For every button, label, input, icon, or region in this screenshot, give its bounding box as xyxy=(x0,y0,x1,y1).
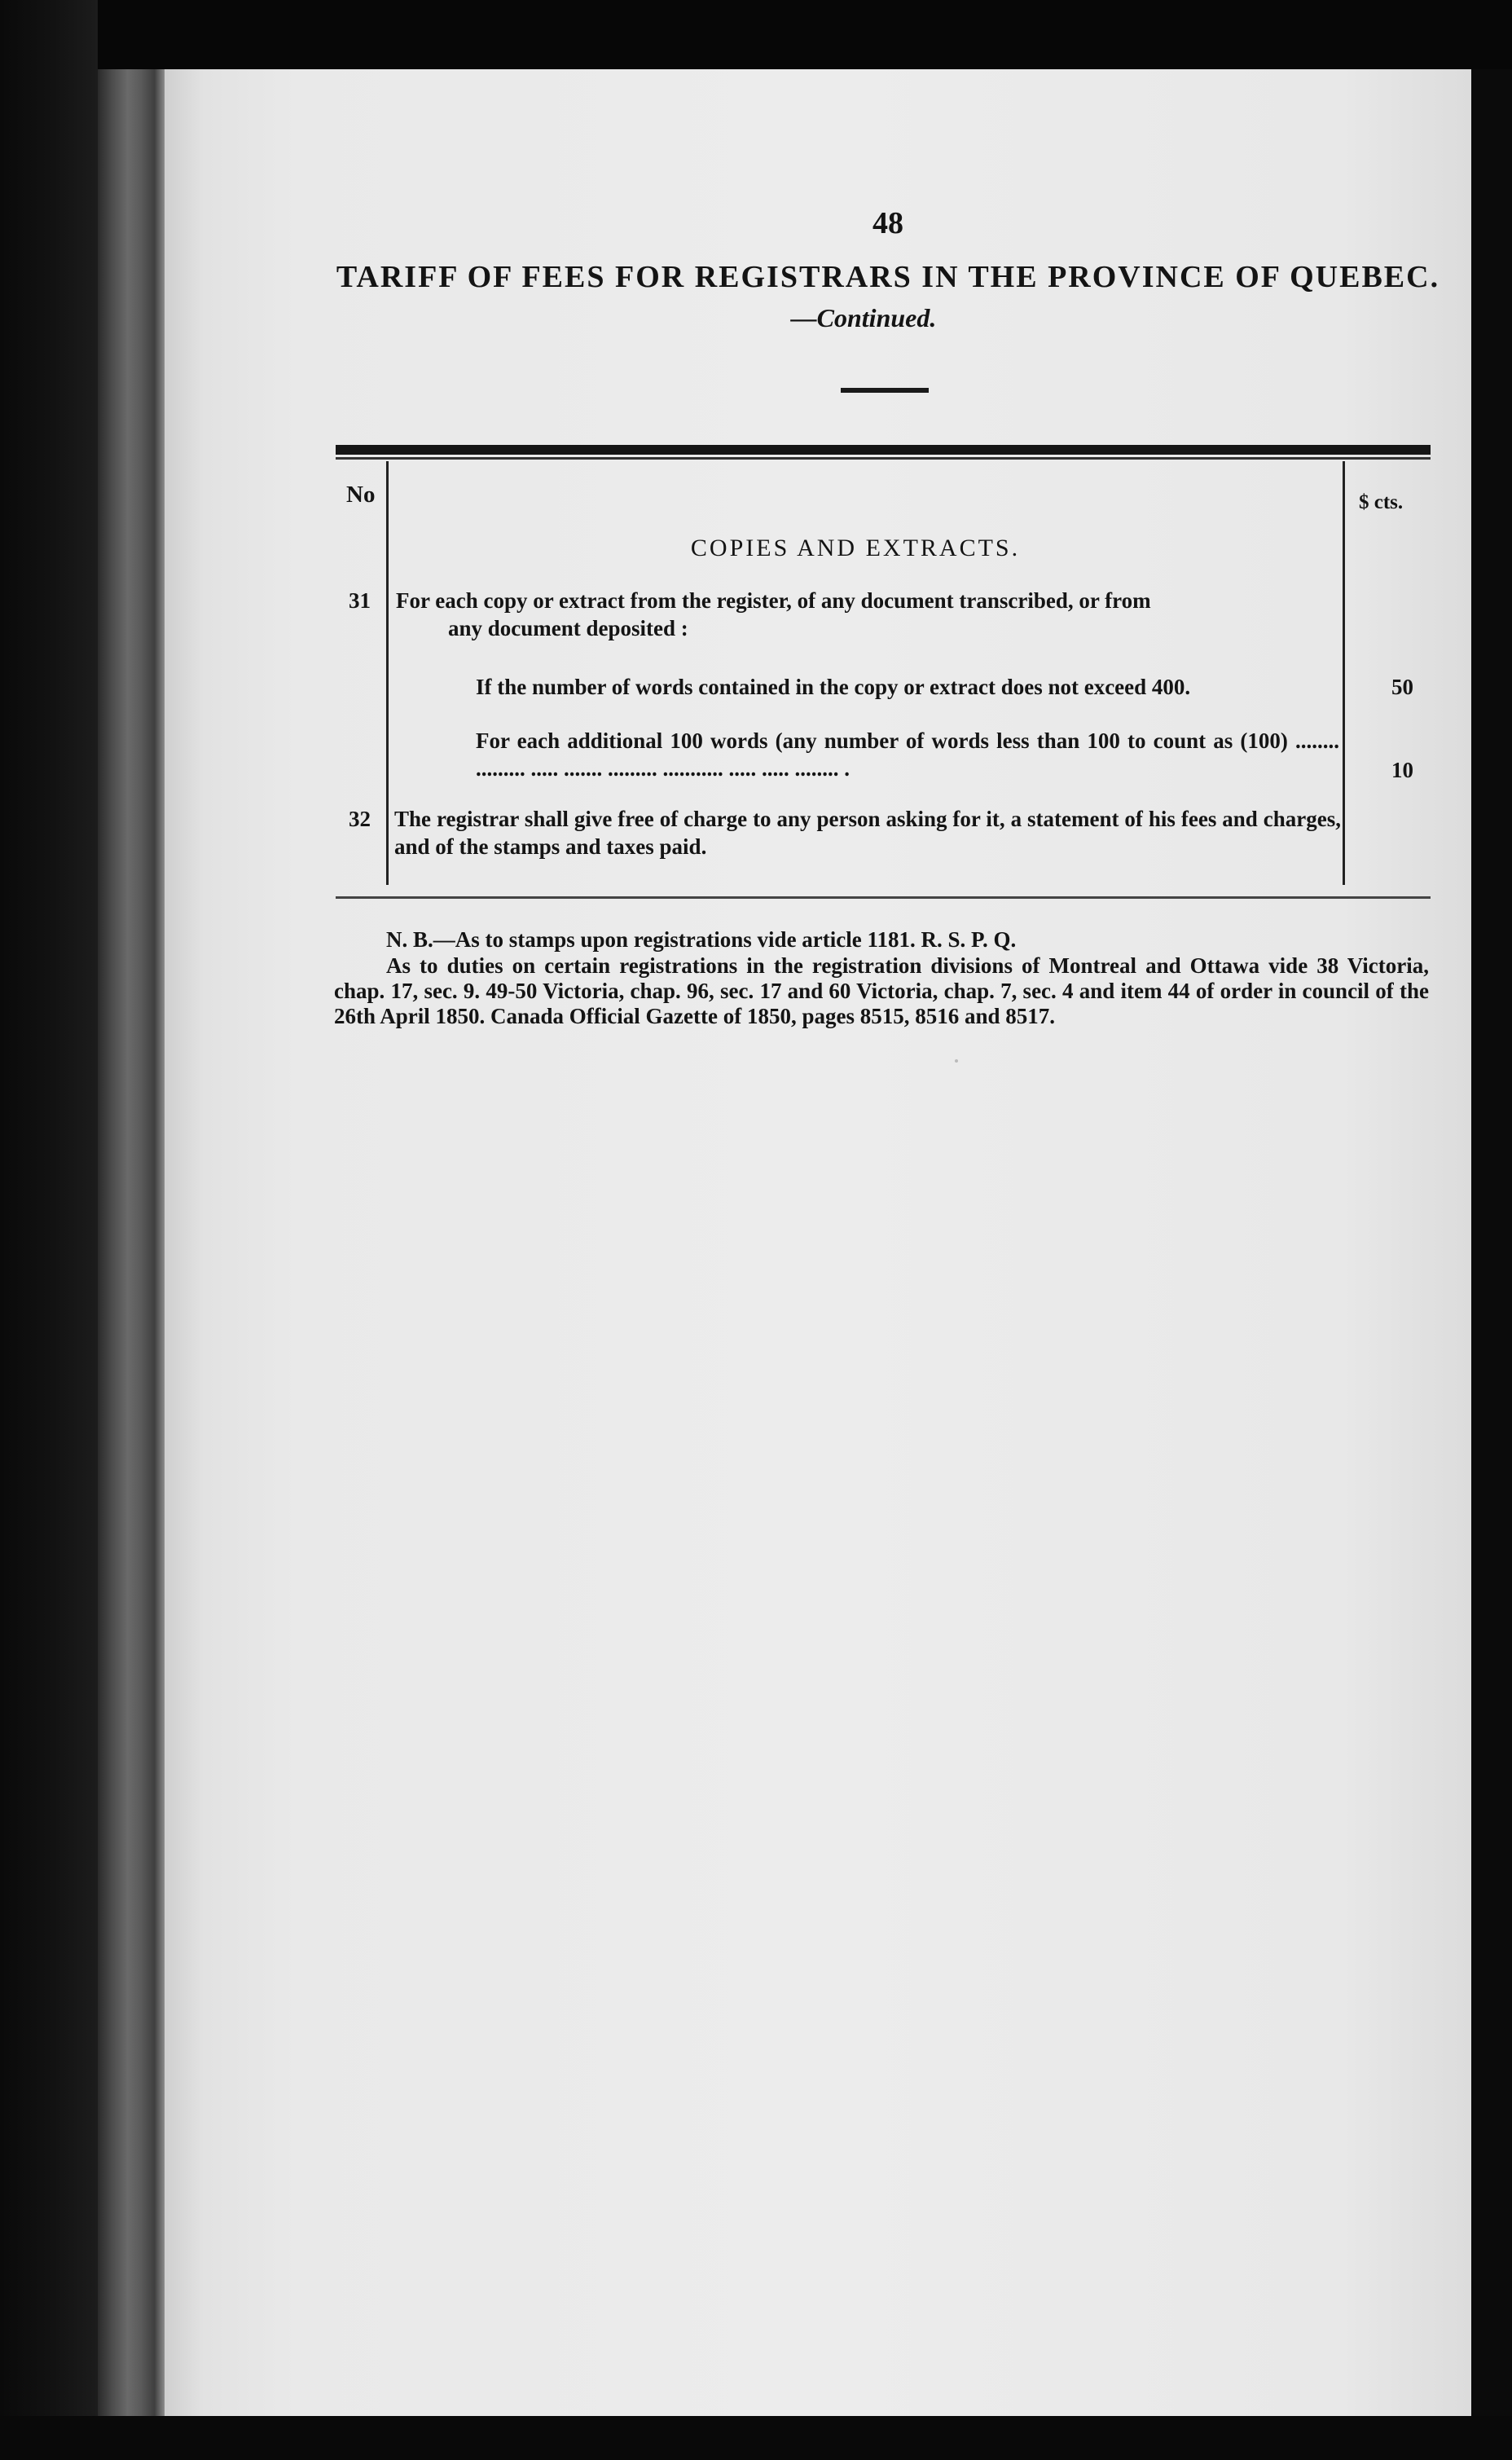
page-subtitle: —Continued. xyxy=(790,303,937,332)
note-duties: As to duties on certain registrations in the registration divisions of Montreal and Ottawa vide 38 Victoria, chap. 17, sec. 9. 49-50 Victoria, chap. 96, sec. 17 and 60 Victoria, chap. 7, sec. 4 and item 44 of order in council of the 26th April 1850. Canada Official Gazette of 1850, pages 8515, 8516 and 8517. xyxy=(334,953,1429,1028)
header-amount: $ cts. xyxy=(1359,491,1404,513)
film-left-edge xyxy=(0,0,98,2460)
title-divider xyxy=(841,388,929,393)
note-stamps: N. B.—As to stamps upon registrations vide article 1181. R. S. P. Q. xyxy=(386,927,1017,952)
page-sheet xyxy=(165,69,1471,2416)
film-bottom-edge xyxy=(0,2416,1512,2460)
table-top-thin-rule xyxy=(336,457,1431,460)
film-right-edge xyxy=(1471,69,1512,2460)
row-31-description xyxy=(396,587,1341,642)
row-32-number: 32 xyxy=(349,807,371,831)
film-top-edge xyxy=(0,0,1512,69)
row-32-description: The registrar shall give free of charge to any person asking for it, a statement of his fees and charges, and of the stamps and taxes paid. xyxy=(394,807,1341,859)
section-heading: COPIES AND EXTRACTS. xyxy=(690,535,1021,561)
row-31-sub-item-2-amount: 10 xyxy=(1391,758,1413,782)
row-31-sub-item-1: If the number of words contained in the copy or extract does not exceed 400. xyxy=(476,675,1191,699)
book-binding xyxy=(98,69,165,2416)
table-column-divider-right xyxy=(1343,461,1345,885)
row-31-description-line2: any document deposited : xyxy=(448,616,688,640)
page-speck xyxy=(955,1059,958,1063)
page-number: 48 xyxy=(872,206,903,240)
table-column-divider-left xyxy=(386,461,389,885)
header-no: No xyxy=(346,482,376,508)
row-31-description-line1: For each copy or extract from the register, of any document transcribed, or from xyxy=(396,588,1151,613)
table-top-rule xyxy=(336,445,1431,455)
table-bottom-rule xyxy=(336,896,1431,899)
row-31-sub-item-2: For each additional 100 words (any number of words less than 100 to count as (100) ........ ......... ..... ....... ......... ........... ..... ..... ........ . xyxy=(476,728,1339,781)
row-31-number: 31 xyxy=(349,588,371,613)
page-title: TARIFF OF FEES FOR REGISTRARS IN THE PROVINCE OF QUEBEC. xyxy=(336,260,1440,294)
row-31-sub-item-1-amount: 50 xyxy=(1391,675,1413,699)
